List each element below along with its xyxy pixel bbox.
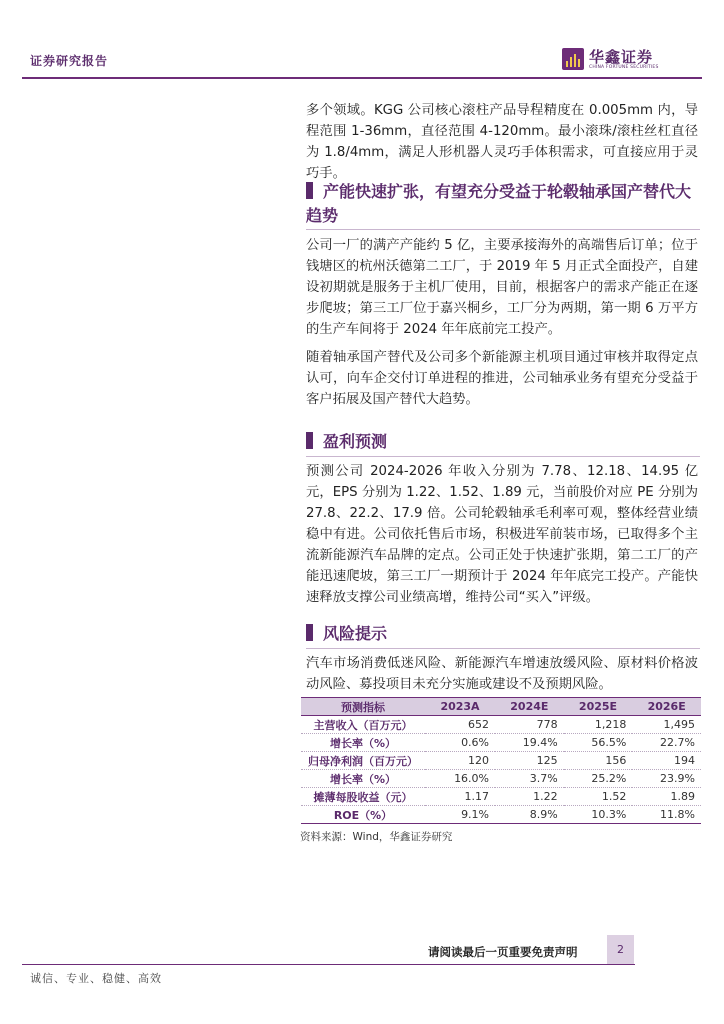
table-header-cell: 2024E <box>495 698 564 716</box>
section-bar-icon <box>306 624 313 641</box>
table-row <box>301 734 701 752</box>
table-cell: 25.2% <box>591 772 627 785</box>
row-label: ROE（%） <box>333 808 393 822</box>
section-heading-forecast <box>306 430 701 454</box>
row-label: 增长率（%） <box>329 736 397 750</box>
table-row <box>301 752 701 770</box>
logo-chinese-name: 华鑫证券 <box>589 48 654 66</box>
table-cell: 9.1% <box>461 808 490 821</box>
row-label: 增长率（%） <box>329 772 397 786</box>
table-cell: 56.5% <box>591 736 627 749</box>
table-header-cell: 2025E <box>564 698 633 716</box>
table-cell: 3.7% <box>529 772 558 785</box>
row-label: 主营收入（百万元） <box>313 718 413 732</box>
table-cell: 1.89 <box>670 790 695 803</box>
row-label: 摊薄每股收益（元） <box>313 790 413 804</box>
report-type-label: 证券研究报告 <box>30 54 109 68</box>
table-cell: 8.9% <box>529 808 558 821</box>
table-cell: 1,495 <box>663 718 695 731</box>
capacity-paragraph-1: 公司一厂的满产产能约 5 亿，主要承接海外的高端售后订单；位于钱塘区的杭州沃德第二工厂，于 2019 年 5 月正式全面投产，自建设初期就是服务于主机厂使用，目前，根据客户的需求产能正在逐步爬坡；第三工厂位于嘉兴桐乡，工厂分为两期，第一期 6 万平方的生产车间将于 2024 年年底前完工投产。 <box>306 238 698 337</box>
section-title-risk: 风险提示 <box>323 624 388 643</box>
table-cell: 0.6% <box>461 736 490 749</box>
table-header-cell: 2023A <box>425 698 495 716</box>
table-cell: 19.4% <box>522 736 558 749</box>
table-row <box>301 716 701 734</box>
table-cell: 23.9% <box>660 772 695 785</box>
company-motto: 诚信、专业、稳健、高效 <box>30 972 162 985</box>
table-cell: 1.17 <box>464 790 490 803</box>
company-logo <box>562 46 672 74</box>
logo-english-name: CHINA FORTUNE SECURITIES <box>589 65 659 70</box>
section-divider <box>306 648 700 649</box>
table-source-note: 资料来源：Wind，华鑫证券研究 <box>300 831 453 843</box>
table-row <box>301 770 701 788</box>
section-heading-risk <box>306 622 701 646</box>
page-number: 2 <box>607 935 634 965</box>
logo-mark-icon <box>562 48 584 70</box>
table-row <box>301 788 701 806</box>
table-cell: 156 <box>605 754 627 767</box>
row-label: 归母净利润（百万元） <box>308 754 418 768</box>
section-divider <box>306 456 700 457</box>
section-title-capacity: 产能快速扩张，有望充分受益于轮毂轴承国产替代大趋势 <box>306 182 692 225</box>
section-title-forecast: 盈利预测 <box>323 432 388 451</box>
table-cell: 125 <box>536 754 558 767</box>
forecast-table <box>301 697 701 824</box>
table-cell: 194 <box>674 754 695 767</box>
capacity-paragraph-2: 随着轴承国产替代及公司多个新能源主机项目通过审核并取得定点认可，向车企交付订单进程的推进，公司轴承业务有望充分受益于客户拓展及国产替代大趋势。 <box>306 350 698 407</box>
table-header-cell: 2026E <box>632 698 701 716</box>
section-heading-capacity <box>306 180 701 228</box>
table-cell: 778 <box>536 718 558 731</box>
table-cell: 1.22 <box>533 790 558 803</box>
table-header-cell: 预测指标 <box>301 698 425 716</box>
footer-divider <box>22 964 635 965</box>
table-cell: 22.7% <box>660 736 695 749</box>
section-bar-icon <box>306 182 313 199</box>
risk-paragraph: 汽车市场消费低迷风险、新能源汽车增速放缓风险、原材料价格波动风险、募投项目未充分实施或建设不及预期风险。 <box>306 656 698 692</box>
table-cell: 16.0% <box>454 772 490 785</box>
disclaimer-link[interactable]: 请阅读最后一页重要免责声明 <box>428 945 578 959</box>
table-cell: 10.3% <box>591 808 627 821</box>
intro-paragraph: 多个领域。KGG 公司核心滚柱产品导程精度在 0.005mm 内，导程范围 1-36mm，直径范围 4-120mm。最小滚珠/滚柱丝杠直径为 1.8/4mm，满足人形机器人灵巧手体积需求，可直接应用于灵巧手。 <box>306 103 698 181</box>
table-header-row <box>301 698 701 716</box>
section-bar-icon <box>306 432 313 449</box>
table-cell: 1,218 <box>594 718 627 731</box>
table-cell: 120 <box>468 754 490 767</box>
table-cell: 11.8% <box>660 808 695 821</box>
forecast-paragraph: 预测公司 2024-2026 年收入分别为 7.78、12.18、14.95 亿元，EPS 分别为 1.22、1.52、1.89 元，当前股价对应 PE 分别为 27.8、22.2、17.9 倍。公司轮毂轴承毛利率可观，整体经营业绩稳中有进。公司依托售后市场，积极进军前装市场，已取得多个主流新能源汽车品牌的定点。公司正处于快速扩张期，第二工厂的产能迅速爬坡，第三工厂一期预计于 2024 年年底完工投产。产能快速释放支撑公司业绩高增，维持公司“买入”评级。 <box>306 464 698 605</box>
table-cell: 1.52 <box>601 790 627 803</box>
section-divider <box>306 229 700 230</box>
header-divider <box>22 77 702 79</box>
table-row <box>301 806 701 824</box>
table-cell: 652 <box>468 718 490 731</box>
